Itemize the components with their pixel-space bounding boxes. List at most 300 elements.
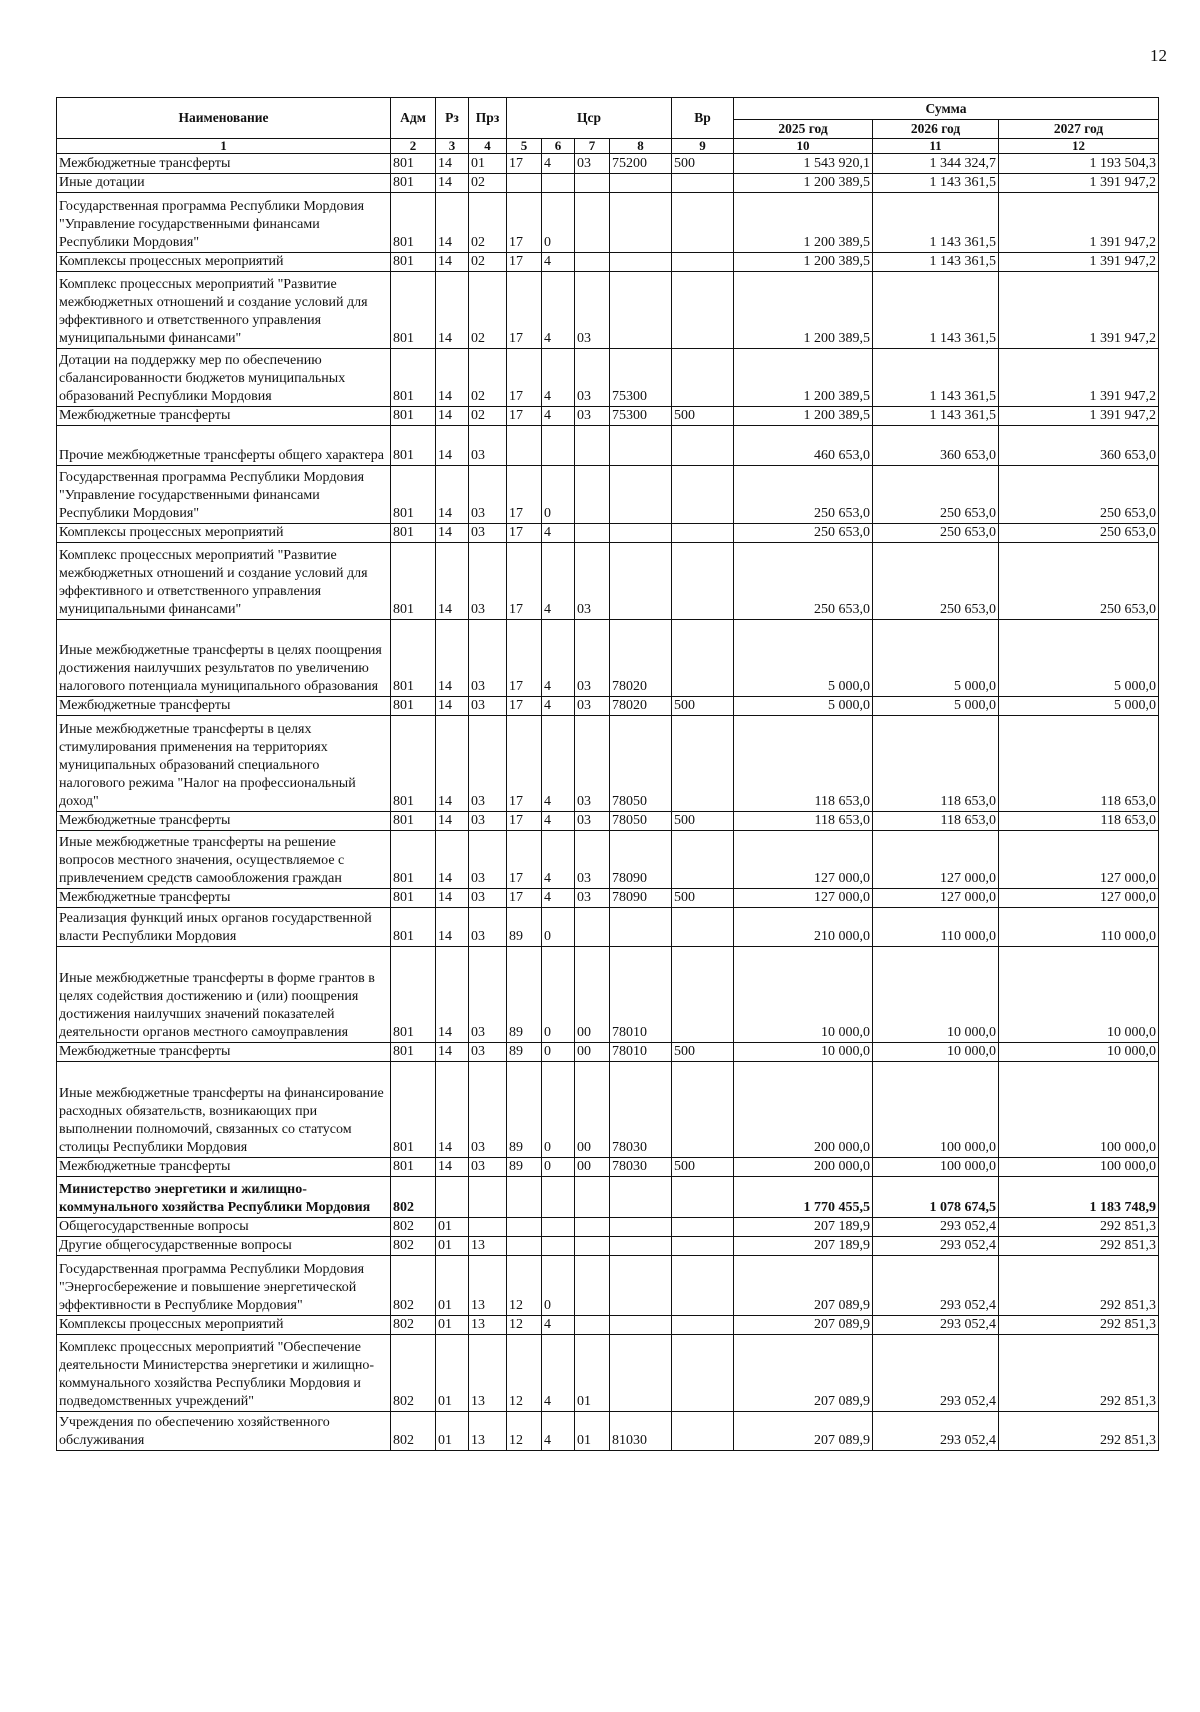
row-csr-type: 4 [542,524,575,543]
table-row [57,1412,1159,1451]
row-name: Комплекс процессных мероприятий "Развитие межбюджетных отношений и создание условий для эффективного и ответственного управления муниципальными финансами" [57,543,391,620]
column-number: 6 [542,139,575,154]
row-name: Иные межбюджетные трансферты в целях поощрения достижения наилучших результатов по увеличению налогового потенциала муниципального образования [57,620,391,697]
table-header [57,98,1159,154]
row-sum-2025: 210 000,0 [734,908,873,947]
row-vr [672,349,734,407]
row-csr-type: 4 [542,349,575,407]
row-csr-program [507,174,542,193]
row-csr-subprogram: 01 [575,1335,610,1412]
row-csr-program [507,1237,542,1256]
header-sum: Сумма [734,98,1159,120]
row-prz: 03 [469,524,507,543]
column-number: 11 [873,139,999,154]
table-row [57,812,1159,831]
row-sum-2026: 293 052,4 [873,1335,999,1412]
row-csr-program [507,1218,542,1237]
row-csr-program: 17 [507,193,542,253]
row-vr [672,908,734,947]
row-prz: 03 [469,543,507,620]
row-rz: 14 [436,426,469,466]
row-csr-type: 4 [542,697,575,716]
row-csr-program: 89 [507,1062,542,1158]
row-vr: 500 [672,812,734,831]
row-csr-direction [610,193,672,253]
row-csr-program: 17 [507,407,542,426]
row-sum-2025: 5 000,0 [734,620,873,697]
row-sum-2027: 292 851,3 [999,1316,1159,1335]
row-adm: 802 [391,1237,436,1256]
row-rz: 14 [436,407,469,426]
row-sum-2027: 1 391 947,2 [999,193,1159,253]
row-rz: 14 [436,543,469,620]
row-prz: 03 [469,831,507,889]
row-prz: 03 [469,1043,507,1062]
table-row [57,947,1159,1043]
row-csr-subprogram: 03 [575,349,610,407]
row-csr-program: 17 [507,466,542,524]
row-vr [672,716,734,812]
row-adm: 802 [391,1335,436,1412]
row-adm: 801 [391,812,436,831]
row-prz: 02 [469,174,507,193]
row-sum-2027: 292 851,3 [999,1335,1159,1412]
table-row [57,193,1159,253]
row-sum-2027: 292 851,3 [999,1237,1159,1256]
row-sum-2027: 360 653,0 [999,426,1159,466]
row-sum-2027: 250 653,0 [999,524,1159,543]
table-row [57,697,1159,716]
row-sum-2025: 250 653,0 [734,543,873,620]
row-sum-2025: 1 770 455,5 [734,1177,873,1218]
row-vr [672,1256,734,1316]
header-year-2025: 2025 год [734,120,873,139]
row-sum-2026: 127 000,0 [873,889,999,908]
row-csr-direction: 78050 [610,716,672,812]
row-csr-type: 0 [542,466,575,524]
row-vr [672,1218,734,1237]
row-adm: 802 [391,1177,436,1218]
row-csr-type: 0 [542,1158,575,1177]
column-number: 1 [57,139,391,154]
row-prz: 03 [469,889,507,908]
table-row [57,831,1159,889]
row-csr-subprogram: 00 [575,947,610,1043]
row-adm: 802 [391,1412,436,1451]
row-prz: 13 [469,1316,507,1335]
row-adm: 801 [391,620,436,697]
row-sum-2026: 5 000,0 [873,697,999,716]
row-rz: 14 [436,947,469,1043]
row-rz: 01 [436,1218,469,1237]
table-row [57,174,1159,193]
row-name: Межбюджетные трансферты [57,1043,391,1062]
row-csr-direction: 78030 [610,1062,672,1158]
row-sum-2026: 10 000,0 [873,1043,999,1062]
column-number: 8 [610,139,672,154]
row-csr-direction: 75200 [610,154,672,174]
row-rz: 14 [436,1062,469,1158]
row-prz: 13 [469,1412,507,1451]
row-adm: 801 [391,716,436,812]
row-name: Межбюджетные трансферты [57,697,391,716]
row-name: Прочие межбюджетные трансферты общего характера [57,426,391,466]
row-sum-2026: 110 000,0 [873,908,999,947]
row-vr [672,543,734,620]
row-vr [672,1316,734,1335]
budget-table [56,97,1159,1451]
row-csr-type: 4 [542,1316,575,1335]
row-sum-2027: 292 851,3 [999,1412,1159,1451]
row-prz: 02 [469,253,507,272]
row-rz: 01 [436,1256,469,1316]
row-name: Учреждения по обеспечению хозяйственного обслуживания [57,1412,391,1451]
row-prz: 03 [469,947,507,1043]
row-name: Иные дотации [57,174,391,193]
row-sum-2025: 1 543 920,1 [734,154,873,174]
row-prz: 02 [469,407,507,426]
row-sum-2025: 10 000,0 [734,1043,873,1062]
row-csr-type [542,1218,575,1237]
row-csr-type [542,174,575,193]
row-rz: 01 [436,1412,469,1451]
row-prz [469,1177,507,1218]
row-csr-subprogram: 00 [575,1043,610,1062]
row-vr [672,620,734,697]
row-csr-direction: 78050 [610,812,672,831]
row-csr-direction: 78020 [610,620,672,697]
row-csr-subprogram: 00 [575,1062,610,1158]
row-sum-2027: 127 000,0 [999,889,1159,908]
row-name: Реализация функций иных органов государственной власти Республики Мордовия [57,908,391,947]
row-csr-type [542,426,575,466]
row-sum-2027: 1 391 947,2 [999,272,1159,349]
row-csr-subprogram: 00 [575,1158,610,1177]
row-adm: 801 [391,524,436,543]
row-csr-type: 0 [542,908,575,947]
row-adm: 801 [391,349,436,407]
row-csr-type: 4 [542,272,575,349]
row-csr-direction: 78020 [610,697,672,716]
row-sum-2025: 1 200 389,5 [734,193,873,253]
row-csr-direction: 78010 [610,1043,672,1062]
row-csr-subprogram [575,174,610,193]
row-csr-direction: 81030 [610,1412,672,1451]
row-name: Иные межбюджетные трансферты на решение вопросов местного значения, осуществляемое с привлечением средств самообложения граждан [57,831,391,889]
table-row [57,524,1159,543]
row-adm: 802 [391,1256,436,1316]
row-prz: 03 [469,1158,507,1177]
row-sum-2026: 1 143 361,5 [873,272,999,349]
row-sum-2026: 118 653,0 [873,812,999,831]
budget-table-wrapper [56,97,1158,1451]
table-row [57,154,1159,174]
row-name: Межбюджетные трансферты [57,407,391,426]
row-csr-direction [610,1177,672,1218]
column-number: 3 [436,139,469,154]
row-adm: 801 [391,1062,436,1158]
row-sum-2027: 1 391 947,2 [999,349,1159,407]
row-vr [672,524,734,543]
row-sum-2025: 200 000,0 [734,1062,873,1158]
row-vr [672,1177,734,1218]
row-name: Межбюджетные трансферты [57,812,391,831]
row-rz: 14 [436,1158,469,1177]
row-sum-2026: 5 000,0 [873,620,999,697]
row-vr [672,1412,734,1451]
row-sum-2026: 10 000,0 [873,947,999,1043]
row-csr-direction [610,272,672,349]
header-adm: Адм [391,98,436,139]
row-vr [672,272,734,349]
row-csr-subprogram [575,1256,610,1316]
row-csr-program: 17 [507,812,542,831]
row-prz [469,1218,507,1237]
table-row [57,349,1159,407]
row-rz: 01 [436,1335,469,1412]
row-name: Иные межбюджетные трансферты на финансирование расходных обязательств, возникающих при выполнении полномочий, связанных со статусом столицы Республики Мордовия [57,1062,391,1158]
row-sum-2027: 292 851,3 [999,1256,1159,1316]
row-rz: 14 [436,831,469,889]
row-sum-2025: 250 653,0 [734,466,873,524]
row-csr-program: 17 [507,889,542,908]
row-sum-2026: 293 052,4 [873,1256,999,1316]
column-number: 2 [391,139,436,154]
table-row [57,1043,1159,1062]
row-sum-2027: 10 000,0 [999,947,1159,1043]
row-csr-subprogram [575,1177,610,1218]
row-csr-direction [610,543,672,620]
row-csr-subprogram: 03 [575,697,610,716]
row-sum-2025: 1 200 389,5 [734,272,873,349]
row-sum-2027: 5 000,0 [999,697,1159,716]
row-name: Комплексы процессных мероприятий [57,253,391,272]
row-sum-2027: 10 000,0 [999,1043,1159,1062]
row-csr-type: 4 [542,716,575,812]
row-csr-subprogram: 03 [575,620,610,697]
row-csr-type: 4 [542,154,575,174]
table-row [57,543,1159,620]
row-csr-direction [610,174,672,193]
table-row [57,1256,1159,1316]
row-sum-2026: 293 052,4 [873,1412,999,1451]
row-sum-2026: 1 143 361,5 [873,174,999,193]
table-row [57,1218,1159,1237]
row-name: Другие общегосударственные вопросы [57,1237,391,1256]
row-adm: 801 [391,1043,436,1062]
row-vr: 500 [672,1158,734,1177]
table-row [57,889,1159,908]
row-csr-subprogram [575,1218,610,1237]
row-csr-type: 0 [542,1043,575,1062]
row-prz: 03 [469,1062,507,1158]
column-number: 7 [575,139,610,154]
row-csr-type: 4 [542,543,575,620]
row-csr-direction: 78090 [610,889,672,908]
row-csr-type: 0 [542,193,575,253]
row-csr-type: 4 [542,831,575,889]
row-csr-program: 17 [507,697,542,716]
row-sum-2026: 118 653,0 [873,716,999,812]
row-csr-direction: 78010 [610,947,672,1043]
row-sum-2027: 250 653,0 [999,543,1159,620]
row-rz: 14 [436,524,469,543]
row-sum-2025: 460 653,0 [734,426,873,466]
row-adm: 802 [391,1218,436,1237]
row-adm: 801 [391,543,436,620]
row-sum-2026: 1 143 361,5 [873,349,999,407]
row-csr-direction [610,1335,672,1412]
table-row [57,272,1159,349]
row-sum-2027: 110 000,0 [999,908,1159,947]
table-row [57,407,1159,426]
row-sum-2025: 207 089,9 [734,1316,873,1335]
row-sum-2025: 207 089,9 [734,1412,873,1451]
row-csr-direction: 75300 [610,349,672,407]
row-csr-subprogram: 03 [575,543,610,620]
row-csr-subprogram: 03 [575,154,610,174]
row-name: Межбюджетные трансферты [57,1158,391,1177]
table-row [57,426,1159,466]
row-name: Министерство энергетики и жилищно-коммунального хозяйства Республики Мордовия [57,1177,391,1218]
row-rz: 14 [436,193,469,253]
row-vr: 500 [672,407,734,426]
row-csr-program [507,1177,542,1218]
row-name: Комплексы процессных мероприятий [57,524,391,543]
row-csr-type: 0 [542,1256,575,1316]
row-prz: 03 [469,620,507,697]
table-row [57,1335,1159,1412]
row-sum-2025: 207 189,9 [734,1218,873,1237]
row-prz: 03 [469,466,507,524]
row-sum-2025: 1 200 389,5 [734,407,873,426]
row-adm: 801 [391,426,436,466]
row-vr [672,1237,734,1256]
row-csr-direction [610,1218,672,1237]
row-vr [672,174,734,193]
row-rz: 14 [436,620,469,697]
row-csr-type: 4 [542,889,575,908]
column-number: 10 [734,139,873,154]
table-row [57,253,1159,272]
row-sum-2026: 1 143 361,5 [873,253,999,272]
row-vr: 500 [672,697,734,716]
row-sum-2026: 250 653,0 [873,466,999,524]
header-name: Наименование [57,98,391,139]
row-sum-2025: 250 653,0 [734,524,873,543]
row-sum-2025: 1 200 389,5 [734,253,873,272]
row-rz: 14 [436,466,469,524]
row-adm: 801 [391,407,436,426]
row-sum-2025: 127 000,0 [734,831,873,889]
row-prz: 03 [469,426,507,466]
row-prz: 03 [469,812,507,831]
row-vr [672,466,734,524]
row-name: Дотации на поддержку мер по обеспечению сбалансированности бюджетов муниципальных образований Республики Мордовия [57,349,391,407]
row-adm: 801 [391,889,436,908]
table-row [57,1062,1159,1158]
row-sum-2025: 207 089,9 [734,1335,873,1412]
row-prz: 02 [469,193,507,253]
row-csr-program: 89 [507,1158,542,1177]
row-csr-type: 0 [542,947,575,1043]
row-vr [672,426,734,466]
row-sum-2026: 293 052,4 [873,1316,999,1335]
row-csr-program [507,426,542,466]
row-csr-type: 4 [542,253,575,272]
row-csr-program: 17 [507,716,542,812]
row-name: Государственная программа Республики Мордовия "Энергосбережение и повышение энергетической эффективности в Республике Мордовия" [57,1256,391,1316]
page-number: 12 [1150,46,1167,65]
row-csr-program: 12 [507,1316,542,1335]
header-year-2027: 2027 год [999,120,1159,139]
row-csr-program: 17 [507,253,542,272]
table-row [57,716,1159,812]
row-csr-subprogram: 03 [575,812,610,831]
table-row [57,466,1159,524]
row-csr-type: 4 [542,407,575,426]
row-name: Государственная программа Республики Мордовия "Управление государственными финансами Республики Мордовия" [57,466,391,524]
row-csr-subprogram [575,1237,610,1256]
row-sum-2026: 1 344 324,7 [873,154,999,174]
row-csr-program: 12 [507,1256,542,1316]
row-csr-subprogram [575,466,610,524]
row-sum-2025: 127 000,0 [734,889,873,908]
row-csr-direction [610,1256,672,1316]
row-adm: 801 [391,1158,436,1177]
row-adm: 801 [391,947,436,1043]
row-rz [436,1177,469,1218]
row-sum-2026: 1 143 361,5 [873,193,999,253]
row-rz: 14 [436,253,469,272]
row-csr-type: 4 [542,1412,575,1451]
row-rz: 14 [436,908,469,947]
row-prz: 01 [469,154,507,174]
row-sum-2025: 200 000,0 [734,1158,873,1177]
row-sum-2027: 250 653,0 [999,466,1159,524]
row-sum-2026: 100 000,0 [873,1158,999,1177]
row-name: Межбюджетные трансферты [57,889,391,908]
row-sum-2026: 100 000,0 [873,1062,999,1158]
row-csr-direction [610,426,672,466]
table-row [57,1177,1159,1218]
table-row [57,908,1159,947]
row-vr [672,947,734,1043]
row-sum-2026: 293 052,4 [873,1218,999,1237]
row-name: Межбюджетные трансферты [57,154,391,174]
row-csr-program: 17 [507,272,542,349]
row-name: Комплекс процессных мероприятий "Развитие межбюджетных отношений и создание условий для эффективного и ответственного управления муниципальными финансами" [57,272,391,349]
row-sum-2025: 207 089,9 [734,1256,873,1316]
row-sum-2026: 250 653,0 [873,524,999,543]
row-csr-direction [610,1237,672,1256]
row-csr-program: 17 [507,831,542,889]
row-rz: 14 [436,154,469,174]
row-csr-direction: 78030 [610,1158,672,1177]
row-csr-type: 4 [542,812,575,831]
row-sum-2027: 292 851,3 [999,1218,1159,1237]
row-csr-type [542,1177,575,1218]
header-year-2026: 2026 год [873,120,999,139]
row-csr-subprogram [575,253,610,272]
row-name: Иные межбюджетные трансферты в форме грантов в целях содействия достижению и (или) поощрения достижения наилучших значений показателей деятельности органов местного самоуправления [57,947,391,1043]
row-csr-type: 4 [542,1335,575,1412]
row-name: Комплекс процессных мероприятий "Обеспечение деятельности Министерства энергетики и жилищно-коммунального хозяйства Республики Мордовия и подведомственных учреждений" [57,1335,391,1412]
column-number: 12 [999,139,1159,154]
row-csr-program: 17 [507,154,542,174]
table-row [57,1237,1159,1256]
row-csr-direction [610,524,672,543]
